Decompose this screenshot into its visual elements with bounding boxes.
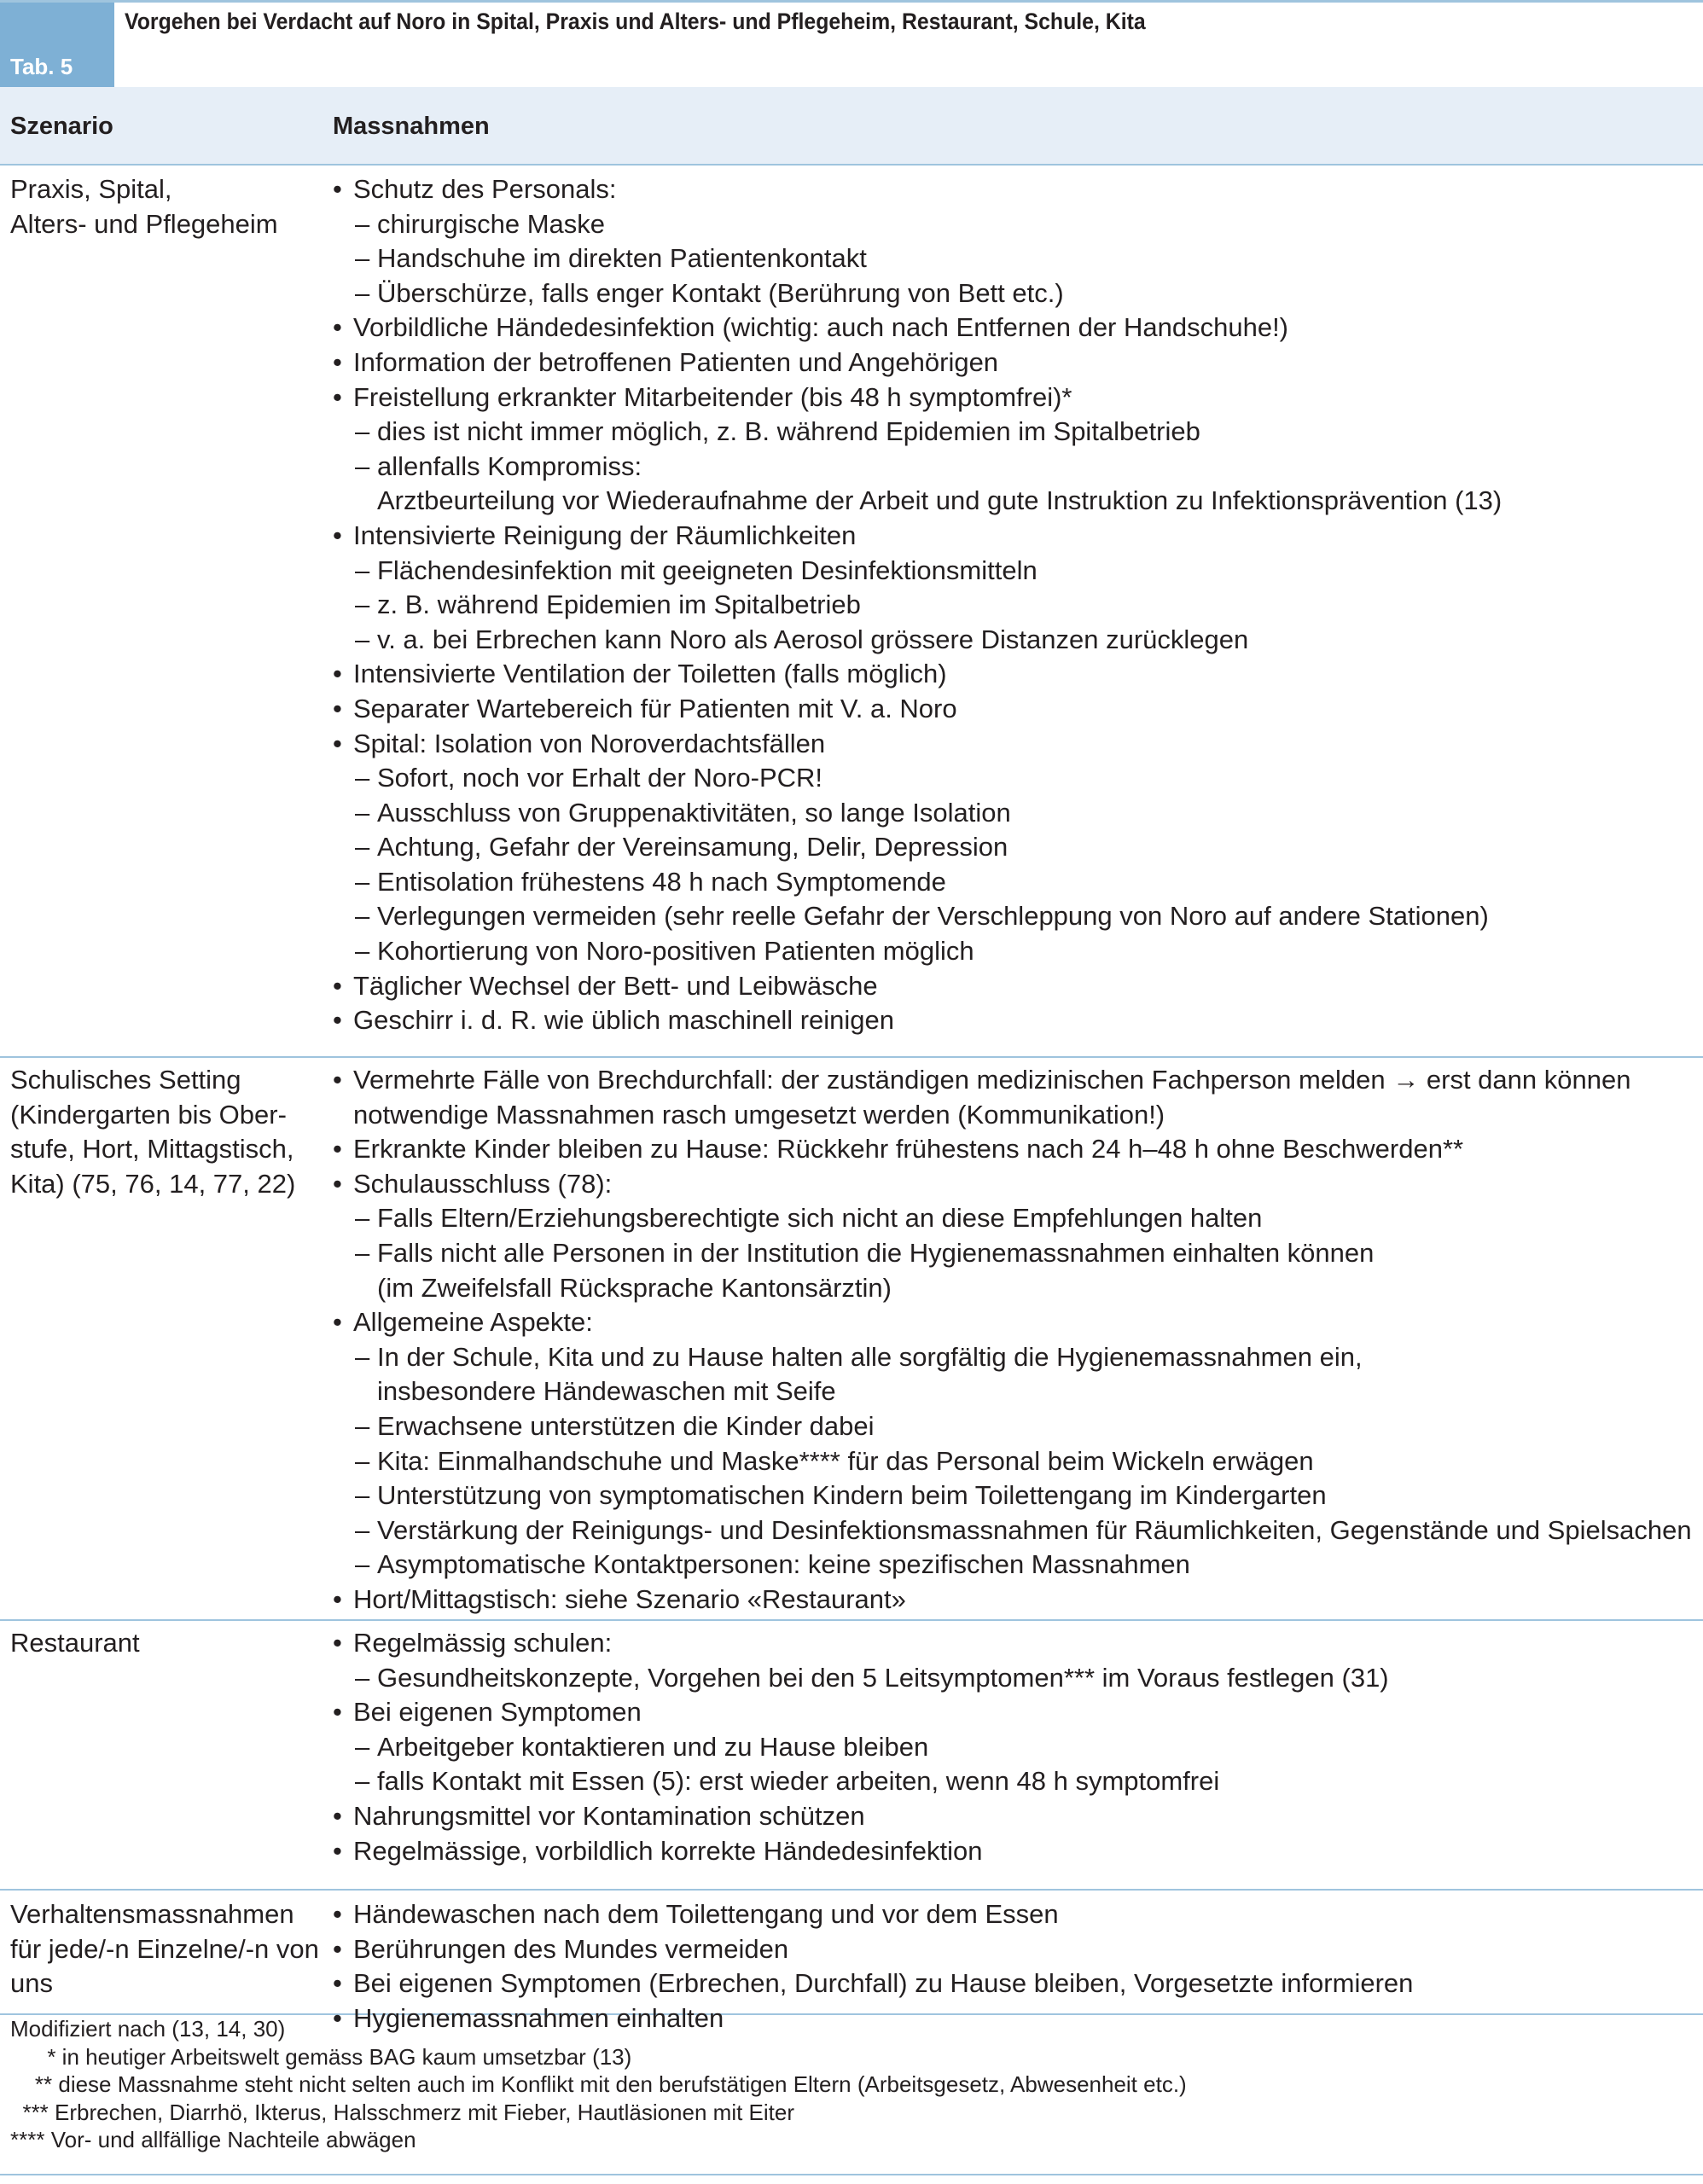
measures-cell <box>333 172 1698 1038</box>
item-text: Kohortierung von Noro-positiven Patienten möglich <box>377 936 974 967</box>
bullet-icon: • <box>333 1065 342 1095</box>
scenario-text: Verhaltensmassnahmen <box>10 1899 294 1929</box>
item-text: Unterstützung von symptomatischen Kindern beim Toilettengang im Kindergarten <box>377 1480 1327 1511</box>
footnote-2: ** diese Massnahme steht nicht selten auch im Konflikt mit den berufstätigen Eltern (Arbeitsgesetz, Abwesenheit etc.) <box>10 2071 1187 2097</box>
bullet-item <box>333 1932 1698 1967</box>
item-text: Arztbeurteilung vor Wiederaufnahme der Arbeit und gute Instruktion zu Infektionsprävention (13) <box>377 485 1502 516</box>
measures-cell <box>333 1626 1698 1868</box>
dash-icon: – <box>355 763 370 793</box>
bullet-item <box>333 1834 1698 1869</box>
dash-icon: – <box>355 243 370 274</box>
dash-icon: – <box>355 1410 370 1441</box>
bullet-icon: • <box>333 1835 342 1866</box>
table-number-box <box>0 3 114 87</box>
scenario-text: Restaurant <box>10 1628 140 1658</box>
scenario-text: für jede/-n Einzelne/-n von <box>10 1933 319 1964</box>
sub-item <box>333 415 1698 450</box>
bullet-item <box>333 519 1698 554</box>
dash-icon: – <box>355 1662 370 1693</box>
scenario-text: Schulisches Setting <box>10 1065 241 1095</box>
item-text: allenfalls Kompromiss: <box>377 450 642 481</box>
dash-icon: – <box>355 208 370 239</box>
item-text: chirurgische Maske <box>377 208 606 239</box>
continuation-line <box>333 1098 1698 1133</box>
sub-item <box>333 1513 1698 1548</box>
item-text: In der Schule, Kita und zu Hause halten alle sorgfältig die Hygienemassnahmen ein, <box>377 1341 1363 1372</box>
bullet-icon: • <box>333 1628 342 1658</box>
bullet-item <box>333 380 1698 415</box>
item-text: notwendige Massnahmen rasch umgesetzt werden (Kommunikation!) <box>353 1099 1165 1130</box>
item-text: Vermehrte Fälle von Brechdurchfall: der zuständigen medizinischen Fachperson melden → erst dann können <box>353 1065 1631 1095</box>
bullet-item <box>333 657 1698 692</box>
item-text: Regelmässig schulen: <box>353 1628 613 1658</box>
sub-item <box>333 1409 1698 1444</box>
dash-icon: – <box>355 866 370 897</box>
item-text: Freistellung erkrankter Mitarbeitender (bis 48 h symptomfrei)* <box>353 381 1072 412</box>
dash-icon: – <box>355 450 370 481</box>
bullet-item <box>333 1003 1698 1038</box>
bullet-item <box>333 1966 1698 2001</box>
item-text: Erwachsene unterstützen die Kinder dabei <box>377 1410 875 1441</box>
table-number: Tab. 5 <box>10 54 73 79</box>
item-text: Separater Wartebereich für Patienten mit V. a. Noro <box>353 693 957 723</box>
item-text: Verlegungen vermeiden (sehr reelle Gefahr der Verschleppung von Noro auf andere Stationen) <box>377 901 1489 932</box>
dash-icon: – <box>355 1514 370 1545</box>
sub-item <box>333 450 1698 485</box>
item-text: Information der betroffenen Patienten und Angehörigen <box>353 346 999 377</box>
sub-item <box>333 1340 1698 1375</box>
dash-icon: – <box>355 832 370 863</box>
item-text: Nahrungsmittel vor Kontamination schützen <box>353 1800 865 1831</box>
bullet-item <box>333 1799 1698 1834</box>
bullet-icon: • <box>333 1307 342 1338</box>
sub-item <box>333 276 1698 311</box>
item-text: Ausschluss von Gruppenaktivitäten, so lange Isolation <box>377 797 1011 828</box>
item-text: Flächendesinfektion mit geeigneten Desinfektionsmitteln <box>377 555 1037 585</box>
item-text: Asymptomatische Kontaktpersonen: keine spezifischen Massnahmen <box>377 1549 1190 1580</box>
table-title: Vorgehen bei Verdacht auf Noro in Spital, Praxis und Alters- und Pflegeheim, Restaurant, Schule, Kita <box>125 9 1146 34</box>
bullet-item <box>333 692 1698 727</box>
item-text: Geschirr i. d. R. wie üblich maschinell reinigen <box>353 1005 895 1036</box>
item-text: Sofort, noch vor Erhalt der Noro-PCR! <box>377 763 823 793</box>
item-text: Handschuhe im direkten Patientenkontakt <box>377 243 867 274</box>
bullet-icon: • <box>333 2002 342 2033</box>
scenario-text: stufe, Hort, Mittagstisch, <box>10 1134 294 1165</box>
sub-item <box>333 623 1698 658</box>
footnote-4: **** Vor- und allfällige Nachteile abwägen <box>10 2127 416 2152</box>
table-footnotes <box>10 2015 1691 2154</box>
column-header-measures: Massnahmen <box>333 113 490 140</box>
bullet-icon: • <box>333 520 342 550</box>
footnote-source: Modifiziert nach (13, 14, 30) <box>10 2016 286 2042</box>
item-text: falls Kontakt mit Essen (5): erst wieder arbeiten, wenn 48 h symptomfrei <box>377 1766 1220 1797</box>
sub-item <box>333 761 1698 796</box>
scenario-text: (Kindergarten bis Ober- <box>10 1099 287 1130</box>
sub-item <box>333 1661 1698 1696</box>
item-text: Falls nicht alle Personen in der Institution die Hygienemassnahmen einhalten können <box>377 1237 1375 1268</box>
dash-icon: – <box>355 1341 370 1372</box>
dash-icon: – <box>355 624 370 654</box>
sub-item <box>333 1764 1698 1799</box>
table-row <box>0 1058 1703 1621</box>
table-row <box>0 166 1703 1058</box>
sub-item <box>333 1201 1698 1236</box>
dash-icon: – <box>355 590 370 620</box>
sub-item <box>333 934 1698 969</box>
bullet-icon: • <box>333 1697 342 1728</box>
bullet-item <box>333 1305 1698 1340</box>
bullet-icon: • <box>333 346 342 377</box>
bullet-icon: • <box>333 1933 342 1964</box>
sub-item <box>333 554 1698 589</box>
item-text: Regelmässige, vorbildlich korrekte Händedesinfektion <box>353 1835 983 1866</box>
sub-item <box>333 1478 1698 1513</box>
item-text: v. a. bei Erbrechen kann Noro als Aerosol grössere Distanzen zurücklegen <box>377 624 1249 654</box>
scenario-text: Praxis, Spital, <box>10 174 172 204</box>
item-text: Vorbildliche Händedesinfektion (wichtig: auch nach Entfernen der Handschuhe!) <box>353 312 1289 343</box>
item-text: dies ist nicht immer möglich, z. B. während Epidemien im Spitalbetrieb <box>377 416 1200 447</box>
sub-item <box>333 796 1698 831</box>
dash-icon: – <box>355 555 370 585</box>
dash-icon: – <box>355 1203 370 1234</box>
column-header-scenario: Szenario <box>10 113 113 140</box>
dash-icon: – <box>355 797 370 828</box>
bullet-icon: • <box>333 693 342 723</box>
bullet-icon: • <box>333 1800 342 1831</box>
item-text: Hort/Mittagstisch: siehe Szenario «Restaurant» <box>353 1583 906 1614</box>
bullet-item <box>333 1626 1698 1661</box>
sub-item <box>333 830 1698 865</box>
sub-item <box>333 207 1698 242</box>
item-text: Intensivierte Ventilation der Toiletten (falls möglich) <box>353 659 947 689</box>
item-text: Verstärkung der Reinigungs- und Desinfektionsmassnahmen für Räumlichkeiten, Gegenstände und Spielsachen <box>377 1514 1692 1545</box>
title-top-rule <box>0 0 1703 3</box>
column-header-row <box>0 87 1703 166</box>
item-text: Täglicher Wechsel der Bett- und Leibwäsche <box>353 970 878 1001</box>
bullet-item <box>333 346 1698 380</box>
bullet-item <box>333 1167 1698 1202</box>
item-text: Falls Eltern/Erziehungsberechtigte sich nicht an diese Empfehlungen halten <box>377 1203 1263 1234</box>
dash-icon: – <box>355 1731 370 1762</box>
dash-icon: – <box>355 416 370 447</box>
scenario-cell <box>10 1897 317 2001</box>
continuation-line <box>333 1271 1698 1306</box>
scenario-text: uns <box>10 1968 53 1999</box>
scenario-text: Kita) (75, 76, 14, 77, 22) <box>10 1168 296 1199</box>
scenario-cell <box>10 1063 317 1201</box>
footnote-3: *** Erbrechen, Diarrhö, Ikterus, Halsschmerz mit Fieber, Hautläsionen mit Eiter <box>10 2099 795 2125</box>
item-text: Intensivierte Reinigung der Räumlichkeiten <box>353 520 857 550</box>
bullet-item <box>333 1695 1698 1730</box>
sub-item <box>333 899 1698 934</box>
item-text: Händewaschen nach dem Toilettengang und vor dem Essen <box>353 1899 1059 1929</box>
item-text: Achtung, Gefahr der Vereinsamung, Delir, Depression <box>377 832 1008 863</box>
sub-item <box>333 1444 1698 1479</box>
bullet-item <box>333 172 1698 207</box>
item-text: Kita: Einmalhandschuhe und Maske**** für das Personal beim Wickeln erwägen <box>377 1445 1314 1476</box>
bullet-icon: • <box>333 1134 342 1165</box>
bullet-icon: • <box>333 1005 342 1036</box>
continuation-line <box>333 484 1698 519</box>
bullet-item <box>333 969 1698 1004</box>
dash-icon: – <box>355 1766 370 1797</box>
item-text: z. B. während Epidemien im Spitalbetrieb <box>377 590 861 620</box>
item-text: Schutz des Personals: <box>353 174 617 204</box>
item-text: Bei eigenen Symptomen (Erbrechen, Durchfall) zu Hause bleiben, Vorgesetzte informieren <box>353 1968 1414 1999</box>
dash-icon: – <box>355 1237 370 1268</box>
bullet-icon: • <box>333 381 342 412</box>
scenario-cell <box>10 1626 317 1661</box>
bullet-item <box>333 1132 1698 1167</box>
item-text: Schulausschluss (78): <box>353 1168 613 1199</box>
bullet-icon: • <box>333 970 342 1001</box>
bullet-item <box>333 1583 1698 1618</box>
dash-icon: – <box>355 277 370 308</box>
item-text: Bei eigenen Symptomen <box>353 1697 642 1728</box>
bullet-icon: • <box>333 1583 342 1614</box>
sub-item <box>333 865 1698 900</box>
dash-icon: – <box>355 901 370 932</box>
bullet-item <box>333 1063 1698 1098</box>
bullet-icon: • <box>333 728 342 758</box>
table-bottom-rule <box>0 2174 1703 2175</box>
scenario-cell <box>10 172 317 241</box>
sub-item <box>333 588 1698 623</box>
scenario-text: Alters- und Pflegeheim <box>10 208 278 239</box>
sub-item <box>333 1730 1698 1765</box>
item-text: Berührungen des Mundes vermeiden <box>353 1933 789 1964</box>
bullet-item <box>333 727 1698 762</box>
sub-item <box>333 1548 1698 1583</box>
table-title-bar <box>0 0 1703 87</box>
sub-item <box>333 241 1698 276</box>
item-text: Gesundheitskonzepte, Vorgehen bei den 5 Leitsymptomen*** im Voraus festlegen (31) <box>377 1662 1389 1693</box>
dash-icon: – <box>355 936 370 967</box>
measures-cell <box>333 1063 1698 1618</box>
table-row <box>0 1621 1703 1891</box>
dash-icon: – <box>355 1445 370 1476</box>
item-text: (im Zweifelsfall Rücksprache Kantonsärztin) <box>377 1272 892 1303</box>
bullet-icon: • <box>333 1899 342 1929</box>
item-text: Entisolation frühestens 48 h nach Symptomende <box>377 866 946 897</box>
footnote-1: * in heutiger Arbeitswelt gemäss BAG kaum umsetzbar (13) <box>10 2043 632 2070</box>
sub-item <box>333 1236 1698 1271</box>
dash-icon: – <box>355 1480 370 1511</box>
bullet-item <box>333 311 1698 346</box>
item-text: Überschürze, falls enger Kontakt (Berührung von Bett etc.) <box>377 277 1064 308</box>
bullet-icon: • <box>333 1968 342 1999</box>
item-text: Allgemeine Aspekte: <box>353 1307 593 1338</box>
item-text: Arbeitgeber kontaktieren und zu Hause bleiben <box>377 1731 929 1762</box>
bullet-item <box>333 1897 1698 1932</box>
bullet-icon: • <box>333 1168 342 1199</box>
bullet-icon: • <box>333 659 342 689</box>
bullet-icon: • <box>333 174 342 204</box>
continuation-line <box>333 1374 1698 1409</box>
item-text: insbesondere Händewaschen mit Seife <box>377 1376 836 1407</box>
item-text: Hygienemassnahmen einhalten <box>353 2002 724 2033</box>
item-text: Erkrankte Kinder bleiben zu Hause: Rückkehr frühestens nach 24 h–48 h ohne Beschwerden** <box>353 1134 1464 1165</box>
dash-icon: – <box>355 1549 370 1580</box>
item-text: Spital: Isolation von Noroverdachtsfällen <box>353 728 826 758</box>
bullet-icon: • <box>333 312 342 343</box>
